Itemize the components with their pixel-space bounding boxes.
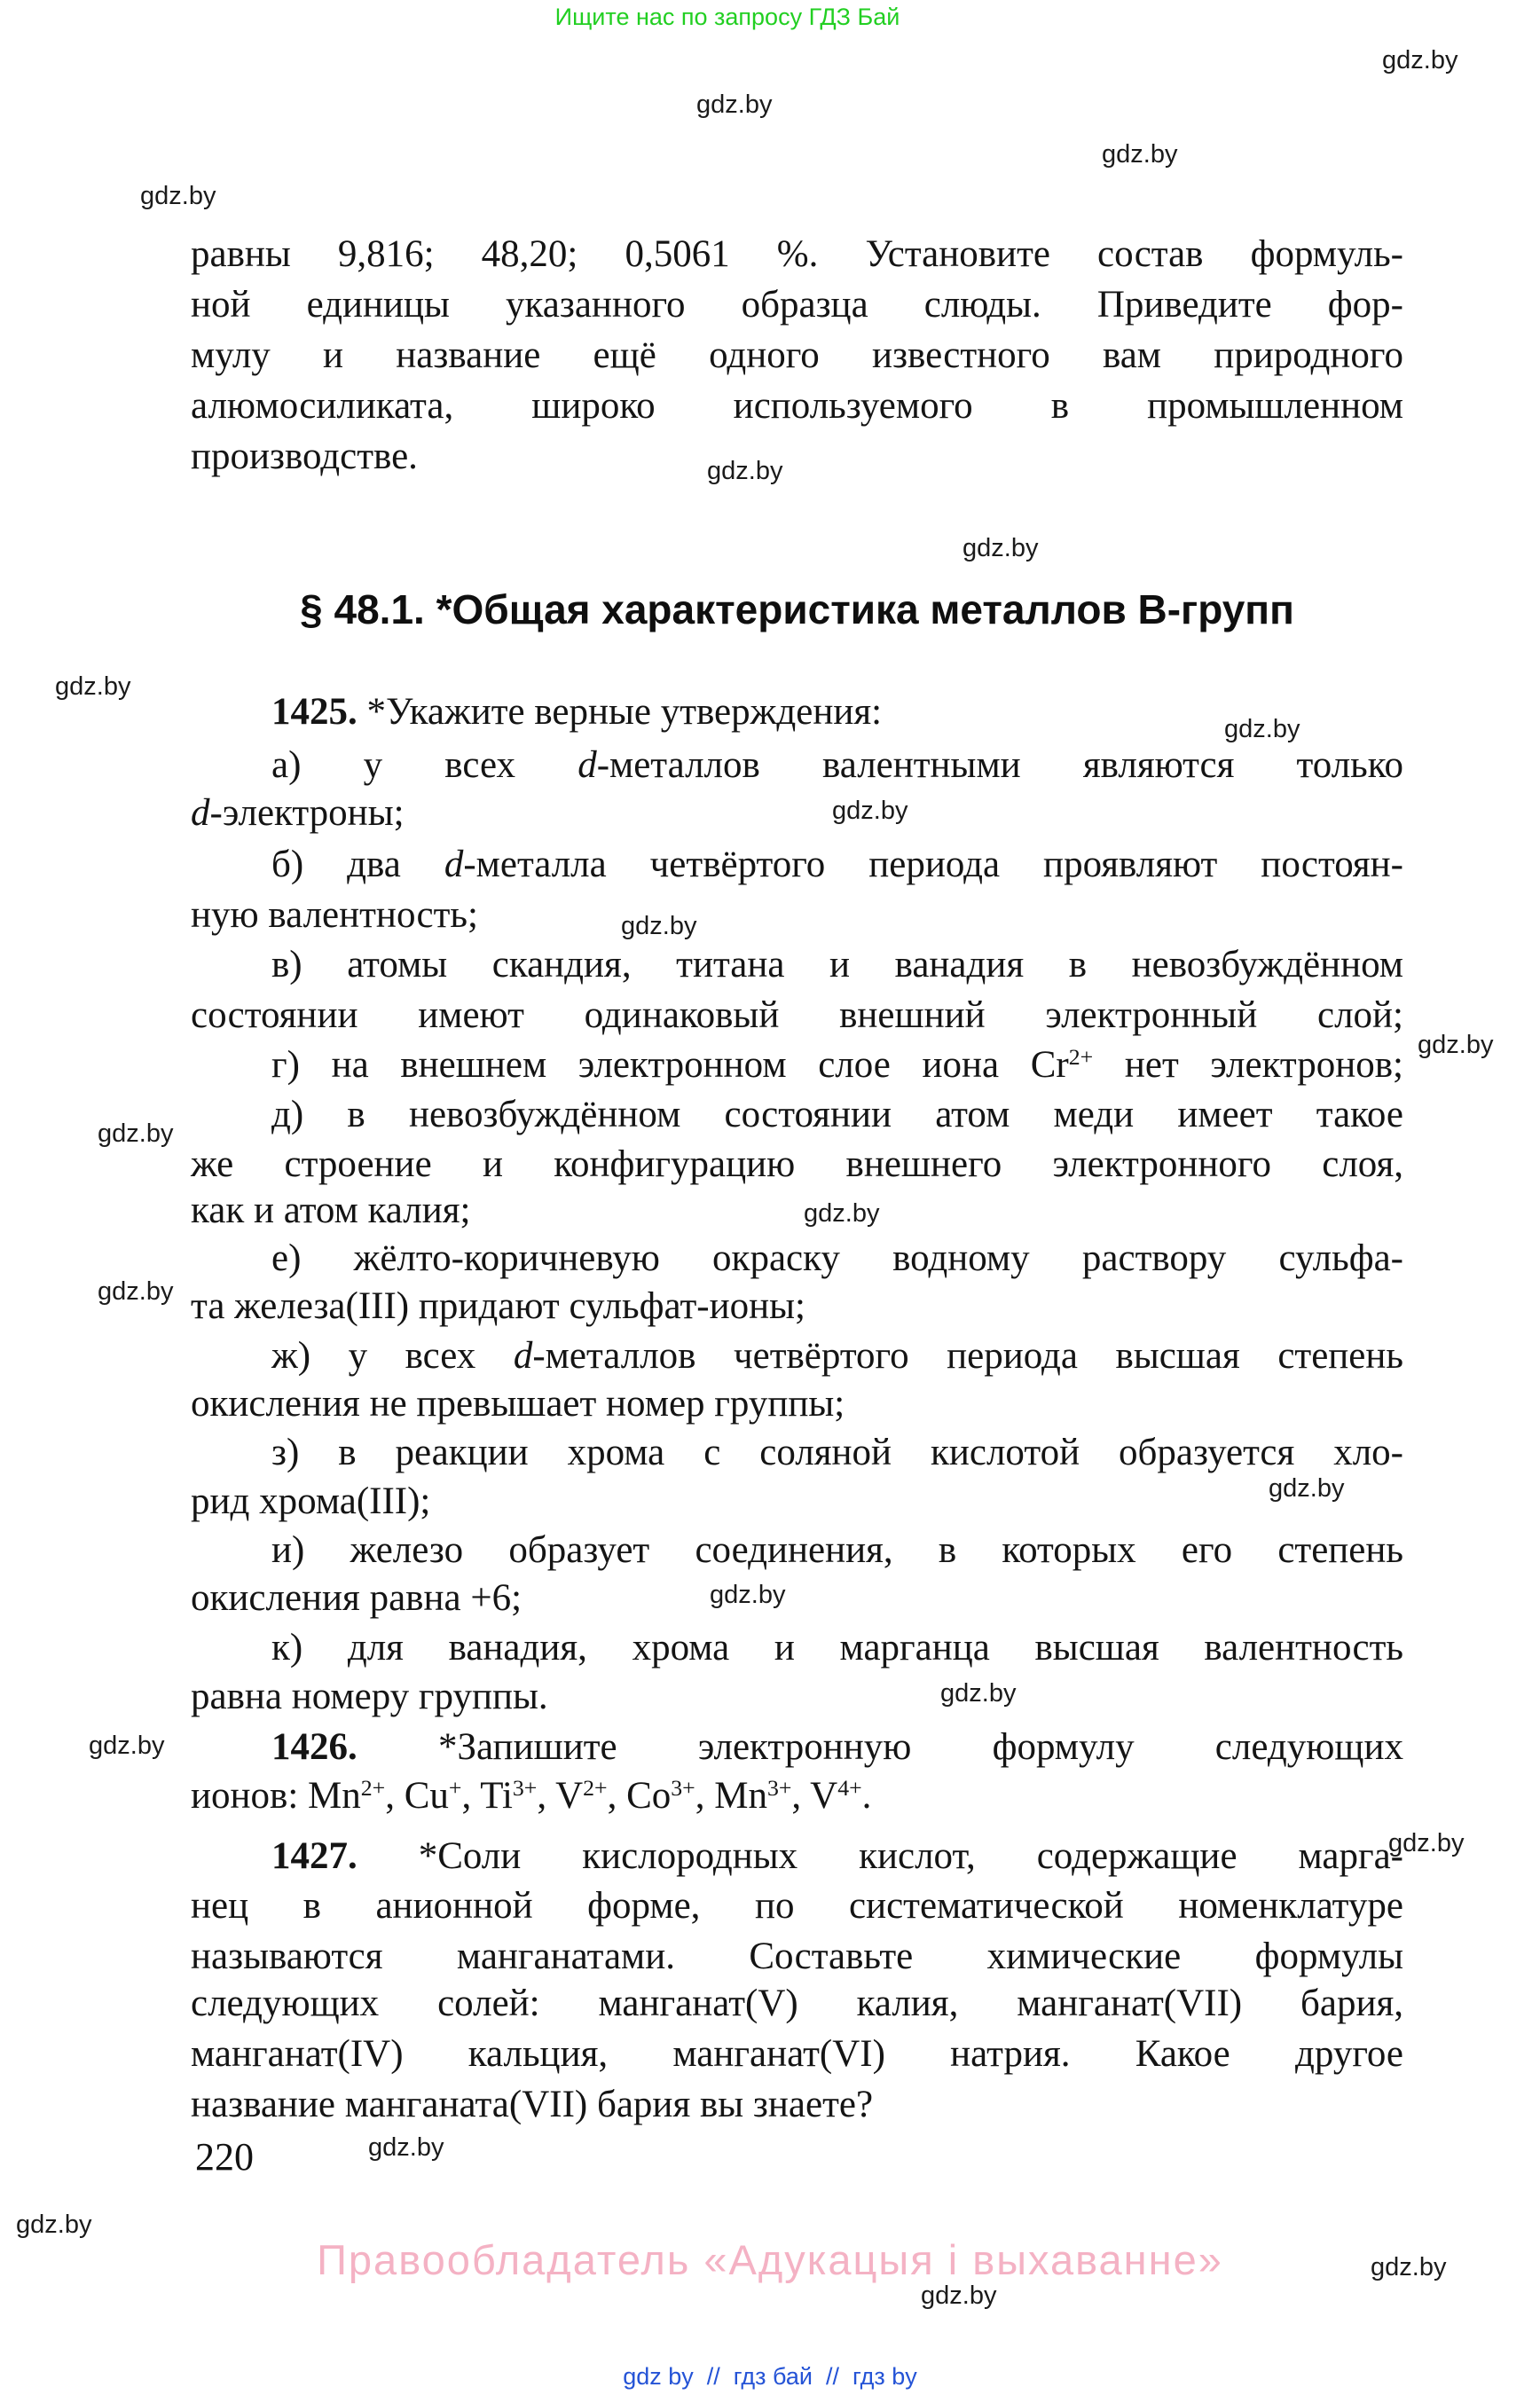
gdz-watermark: gdz.by bbox=[962, 534, 1039, 562]
text-line bbox=[191, 1284, 1403, 1329]
text-segment: мулу и название ещё одного известного вам природного bbox=[191, 334, 1403, 376]
text-line bbox=[191, 1884, 1403, 1928]
text-segment: , Ti bbox=[461, 1775, 513, 1817]
footer-links: gdz by // гдз бай // гдз by bbox=[623, 2363, 917, 2390]
text-line bbox=[191, 1528, 1403, 1573]
text-segment: ную валентность; bbox=[191, 894, 478, 936]
text-line bbox=[191, 334, 1403, 378]
superscript-charge: 3+ bbox=[671, 1774, 695, 1801]
text-segment: называются манганатами. Составьте химические формулы bbox=[191, 1936, 1403, 1977]
text-segment: равна номеру группы. bbox=[191, 1676, 548, 1717]
text-segment: -металлов валентными являются только bbox=[596, 744, 1403, 786]
superscript-charge: 2+ bbox=[583, 1774, 608, 1801]
text-segment: рид хрома(III); bbox=[191, 1480, 431, 1522]
text-segment: производстве. bbox=[191, 436, 418, 477]
text-line bbox=[191, 1935, 1403, 1979]
text-line bbox=[191, 1576, 1403, 1621]
gdz-watermark: gdz.by bbox=[621, 912, 697, 940]
text-line bbox=[191, 232, 1403, 277]
text-line bbox=[191, 283, 1403, 327]
text-segment: ж) у всех bbox=[271, 1335, 514, 1377]
text-segment: 1427. bbox=[271, 1835, 419, 1877]
copyright-notice: Правообладатель «Адукацыя і выхаванне» bbox=[317, 2236, 1223, 2283]
page-number: 220 bbox=[195, 2135, 254, 2179]
text-line bbox=[191, 943, 1403, 987]
text-line bbox=[191, 690, 1403, 734]
text-line bbox=[191, 1675, 1403, 1719]
text-line bbox=[191, 1189, 1403, 1233]
text-segment: *Соли кислородных кислот, содержащие марга- bbox=[418, 1835, 1404, 1877]
gdz-watermark: gdz.by bbox=[940, 1679, 1017, 1708]
gdz-watermark: gdz.by bbox=[1269, 1474, 1345, 1503]
text-segment: как и атом калия; bbox=[191, 1190, 471, 1231]
section-heading: § 48.1. *Общая характеристика металлов В-групп bbox=[300, 586, 1294, 632]
gdz-watermark: gdz.by bbox=[832, 797, 908, 825]
text-line bbox=[191, 2032, 1403, 2077]
gdz-watermark: gdz.by bbox=[710, 1581, 786, 1609]
text-segment: d bbox=[191, 792, 210, 834]
text-line bbox=[191, 1334, 1403, 1378]
text-line bbox=[191, 1834, 1403, 1879]
text-line bbox=[191, 2083, 1403, 2127]
text-segment: , Cu bbox=[385, 1775, 449, 1817]
text-segment: к) для ванадия, хрома и марганца высшая валентность bbox=[271, 1627, 1403, 1669]
text-line bbox=[191, 1480, 1403, 1524]
text-segment: , V bbox=[537, 1775, 584, 1817]
text-line bbox=[191, 993, 1403, 1038]
text-segment: состоянии имеют одинаковый внешний электронный слой; bbox=[191, 994, 1403, 1036]
text-segment: следующих солей: манганат(V) калия, манганат(VII) бария, bbox=[191, 1983, 1403, 2024]
text-segment: е) жёлто-коричневую окраску водному раствору сульфа- bbox=[271, 1237, 1403, 1279]
gdz-watermark: gdz.by bbox=[707, 457, 783, 485]
gdz-watermark: gdz.by bbox=[1224, 715, 1300, 743]
text-line bbox=[191, 1982, 1403, 2026]
text-line bbox=[191, 1774, 1403, 1818]
text-line bbox=[191, 1093, 1403, 1137]
superscript-charge: 3+ bbox=[512, 1774, 538, 1801]
text-line bbox=[191, 1043, 1403, 1088]
text-segment: г) на внешнем электронном слое иона Cr bbox=[271, 1044, 1069, 1086]
gdz-watermark: gdz.by bbox=[696, 90, 773, 119]
text-segment: ной единицы указанного образца слюды. Приведите фор- bbox=[191, 284, 1403, 326]
text-line bbox=[191, 1431, 1403, 1475]
gdz-watermark: gdz.by bbox=[921, 2281, 997, 2310]
text-segment: нец в анионной форме, по систематической номенклатуре bbox=[191, 1885, 1403, 1927]
gdz-watermark: gdz.by bbox=[804, 1199, 880, 1228]
text-segment: в) атомы скандия, титана и ванадия в невозбуждённом bbox=[271, 944, 1403, 986]
text-line bbox=[191, 893, 1403, 938]
superscript-charge: 4+ bbox=[837, 1774, 862, 1801]
text-line bbox=[191, 1237, 1403, 1281]
gdz-watermark: gdz.by bbox=[98, 1277, 174, 1306]
gdz-watermark: gdz.by bbox=[140, 182, 216, 210]
text-segment: равны 9,816; 48,20; 0,5061 %. Установите состав формуль- bbox=[191, 233, 1403, 275]
gdz-watermark: gdz.by bbox=[1382, 46, 1458, 75]
gdz-watermark: gdz.by bbox=[89, 1732, 165, 1760]
text-segment: окисления не превышает номер группы; bbox=[191, 1383, 845, 1425]
text-segment: з) в реакции хрома с соляной кислотой образуется хло- bbox=[271, 1432, 1403, 1473]
gdz-watermark: gdz.by bbox=[1388, 1829, 1465, 1857]
gdz-watermark: gdz.by bbox=[16, 2211, 92, 2239]
text-segment: а) у всех bbox=[271, 744, 578, 786]
text-segment: та железа(III) придают сульфат-ионы; bbox=[191, 1285, 805, 1327]
text-segment: нет электронов; bbox=[1093, 1044, 1403, 1086]
text-segment: d bbox=[444, 844, 464, 885]
text-segment: же строение и конфигурацию внешнего электронного слоя, bbox=[191, 1143, 1403, 1185]
text-segment: алюмосиликата, широко используемого в промышленном bbox=[191, 385, 1403, 427]
superscript-charge: + bbox=[448, 1774, 462, 1801]
text-segment: , V bbox=[791, 1775, 838, 1817]
gdz-watermark: gdz.by bbox=[1102, 140, 1178, 169]
gdz-watermark: gdz.by bbox=[98, 1119, 174, 1148]
text-line bbox=[191, 435, 1403, 479]
text-segment: название манганата(VII) бария вы знаете? bbox=[191, 2084, 874, 2125]
gdz-watermark: gdz.by bbox=[55, 672, 131, 701]
text-line bbox=[191, 743, 1403, 788]
text-segment: , Mn bbox=[695, 1775, 767, 1817]
text-segment: 1426. bbox=[271, 1726, 438, 1768]
text-segment: -металла четвёртого периода проявляют постоян- bbox=[463, 844, 1403, 885]
text-line bbox=[191, 1382, 1403, 1426]
text-segment: 1425. bbox=[271, 691, 367, 733]
text-line bbox=[191, 1626, 1403, 1670]
text-line bbox=[191, 1143, 1403, 1187]
text-segment: -электроны; bbox=[209, 792, 405, 834]
gdz-watermark: gdz.by bbox=[1371, 2253, 1447, 2281]
text-line bbox=[191, 1725, 1403, 1770]
text-segment: d bbox=[578, 744, 597, 786]
text-line bbox=[191, 384, 1403, 428]
text-line bbox=[191, 843, 1403, 887]
text-segment: ионов: Mn bbox=[191, 1775, 361, 1817]
text-segment: и) железо образует соединения, в которых его степень bbox=[271, 1529, 1403, 1571]
text-segment: б) два bbox=[271, 844, 444, 885]
gdz-watermark: gdz.by bbox=[368, 2133, 444, 2162]
text-segment: d bbox=[513, 1335, 533, 1377]
text-segment: окисления равна +6; bbox=[191, 1577, 522, 1619]
text-segment: , Co bbox=[607, 1775, 672, 1817]
text-segment: д) в невозбуждённом состоянии атом меди имеет такое bbox=[271, 1094, 1403, 1135]
text-segment: *Запишите электронную формулу следующих bbox=[438, 1726, 1403, 1768]
promo-banner-text: Ищите нас по запросу ГДЗ Бай bbox=[554, 4, 900, 30]
gdz-watermark: gdz.by bbox=[1418, 1031, 1494, 1059]
text-segment: -металлов четвёртого периода высшая степень bbox=[532, 1335, 1404, 1377]
text-line bbox=[191, 791, 1403, 836]
superscript-charge: 3+ bbox=[766, 1774, 792, 1801]
text-segment: *Укажите верные утверждения: bbox=[366, 691, 883, 733]
text-segment: . bbox=[861, 1775, 872, 1817]
superscript-charge: 2+ bbox=[1068, 1043, 1094, 1070]
text-segment: манганат(IV) кальция, манганат(VI) натрия. Какое другое bbox=[191, 2033, 1403, 2075]
superscript-charge: 2+ bbox=[360, 1774, 386, 1801]
